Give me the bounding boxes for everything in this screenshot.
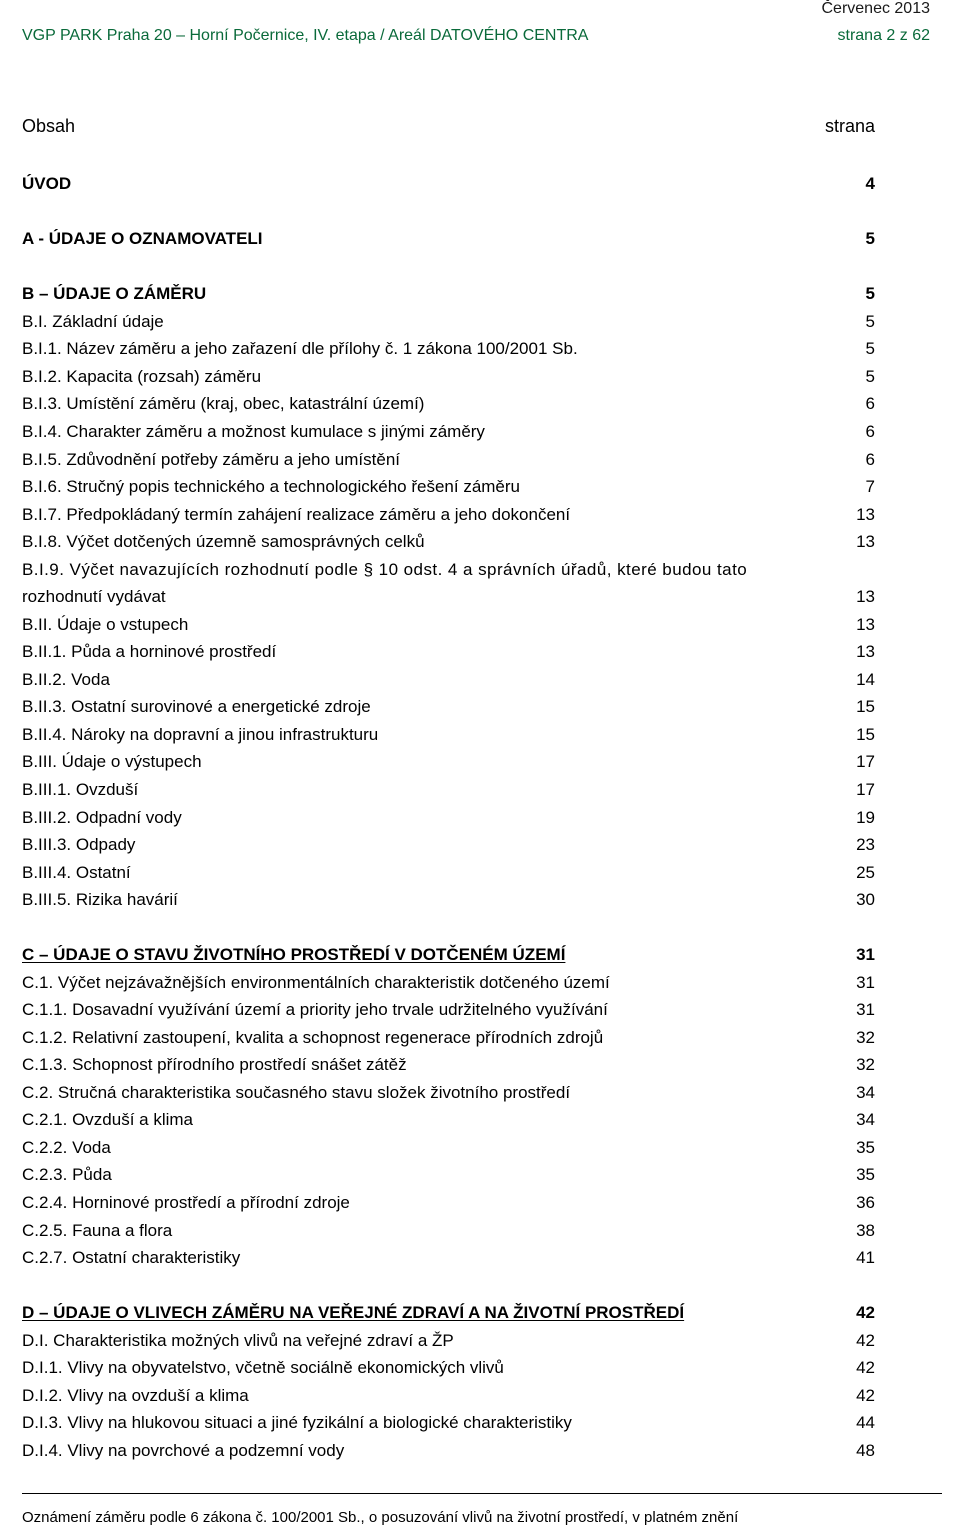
toc-entry[interactable]: B.I.9. Výčet navazujících rozhodnutí podle § 10 odst. 4 a správních úřadů, které budou tato xyxy=(22,560,748,579)
toc-entry[interactable]: B.III.2. Odpadní vody 19 xyxy=(22,808,875,827)
toc-entry[interactable]: C.1.2. Relativní zastoupení, kvalita a schopnost regenerace přírodních zdrojů 32 xyxy=(22,1028,875,1047)
toc-entry[interactable]: C.2.1. Ovzduší a klima 34 xyxy=(22,1110,875,1129)
toc-entry[interactable]: C.1.3. Schopnost přírodního prostředí snášet zátěž 32 xyxy=(22,1055,875,1074)
toc-entry[interactable]: B.I.1. Název záměru a jeho zařazení dle přílohy č. 1 zákona 100/2001 Sb. 5 xyxy=(22,339,875,358)
toc-entry[interactable]: C.2.2. Voda 35 xyxy=(22,1138,875,1157)
toc-entry[interactable]: B.II. Údaje o vstupech 13 xyxy=(22,615,875,634)
footer-divider xyxy=(22,1493,942,1494)
toc-entry[interactable]: B.I.7. Předpokládaný termín zahájení realizace záměru a jeho dokončení 13 xyxy=(22,505,875,524)
toc-entry[interactable]: B.I.6. Stručný popis technického a technologického řešení záměru 7 xyxy=(22,477,875,496)
toc-entry[interactable]: B.I.3. Umístění záměru (kraj, obec, katastrální území) 6 xyxy=(22,394,875,413)
footer-text: Oznámení záměru podle 6 zákona č. 100/2001 Sb., o posuzování vlivů na životní prostředí, v platném znění xyxy=(22,1509,739,1526)
toc-entry[interactable]: B.III.1. Ovzduší 17 xyxy=(22,780,875,799)
toc-entry[interactable]: B.I.8. Výčet dotčených územně samosprávných celků 13 xyxy=(22,532,875,551)
toc-entry[interactable]: C.2.7. Ostatní charakteristiky 41 xyxy=(22,1248,875,1267)
toc-entry[interactable]: B.II.1. Půda a horninové prostředí 13 xyxy=(22,642,875,661)
header-page-number: strana 2 z 62 xyxy=(837,27,930,44)
header-title: VGP PARK Praha 20 – Horní Počernice, IV. etapa / Areál DATOVÉHO CENTRA xyxy=(22,27,589,44)
toc-entry[interactable]: D.I. Charakteristika možných vlivů na veřejné zdraví a ŽP 42 xyxy=(22,1331,875,1350)
toc-entry[interactable]: B.II.4. Nároky na dopravní a jinou infrastrukturu 15 xyxy=(22,725,875,744)
toc-entry[interactable]: B – ÚDAJE O ZÁMĚRU 5 xyxy=(22,284,875,303)
toc-entry[interactable]: C.2.3. Půda 35 xyxy=(22,1165,875,1184)
toc-entry[interactable]: C.1.1. Dosavadní využívání území a priority jeho trvale udržitelného využívání 31 xyxy=(22,1000,875,1019)
toc-entry[interactable]: B.I.4. Charakter záměru a možnost kumulace s jinými záměry 6 xyxy=(22,422,875,441)
toc-entry[interactable]: D – ÚDAJE O VLIVECH ZÁMĚRU NA VEŘEJNÉ ZDRAVÍ A NA ŽIVOTNÍ PROSTŘEDÍ 42 xyxy=(22,1303,875,1322)
toc-entry[interactable]: ÚVOD 4 xyxy=(22,174,875,193)
toc-entry[interactable]: B.III.3. Odpady 23 xyxy=(22,835,875,854)
toc-entry[interactable]: B.III.4. Ostatní 25 xyxy=(22,863,875,882)
toc-entry[interactable]: rozhodnutí vydávat 13 xyxy=(22,587,875,606)
toc-entry[interactable]: D.I.4. Vlivy na povrchové a podzemní vody 48 xyxy=(22,1441,875,1460)
toc-entry[interactable]: C.1. Výčet nejzávažnějších environmentálních charakteristik dotčeného území 31 xyxy=(22,973,875,992)
toc-entry[interactable]: C.2.5. Fauna a flora 38 xyxy=(22,1221,875,1240)
toc-entry[interactable]: B.I. Základní údaje 5 xyxy=(22,312,875,331)
toc-entry[interactable]: C – ÚDAJE O STAVU ŽIVOTNÍHO PROSTŘEDÍ V DOTČENÉM ÚZEMÍ 31 xyxy=(22,945,875,964)
toc-entry[interactable]: B.I.2. Kapacita (rozsah) záměru 5 xyxy=(22,367,875,386)
toc-entry[interactable]: C.2. Stručná charakteristika současného stavu složek životního prostředí 34 xyxy=(22,1083,875,1102)
toc-entry[interactable]: D.I.3. Vlivy na hlukovou situaci a jiné fyzikální a biologické charakteristiky 44 xyxy=(22,1413,875,1432)
toc-entry[interactable]: B.I.5. Zdůvodnění potřeby záměru a jeho umístění 6 xyxy=(22,450,875,469)
toc-entry[interactable]: D.I.2. Vlivy na ovzduší a klima 42 xyxy=(22,1386,875,1405)
toc-entry[interactable]: A - ÚDAJE O OZNAMOVATELI 5 xyxy=(22,229,875,248)
toc-heading: Obsah xyxy=(22,116,76,136)
toc-entry[interactable]: C.2.4. Horninové prostředí a přírodní zdroje 36 xyxy=(22,1193,875,1212)
toc-entry[interactable]: B.III.5. Rizika havárií 30 xyxy=(22,890,875,909)
toc-page-heading: strana xyxy=(824,116,875,136)
header-date: Červenec 2013 xyxy=(821,0,930,17)
toc-entry[interactable]: B.II.2. Voda 14 xyxy=(22,670,875,689)
toc-entry[interactable]: B.III. Údaje o výstupech 17 xyxy=(22,752,875,771)
toc-entry[interactable]: D.I.1. Vlivy na obyvatelstvo, včetně sociálně ekonomických vlivů 42 xyxy=(22,1358,875,1377)
toc-entry[interactable]: B.II.3. Ostatní surovinové a energetické zdroje 15 xyxy=(22,697,875,716)
